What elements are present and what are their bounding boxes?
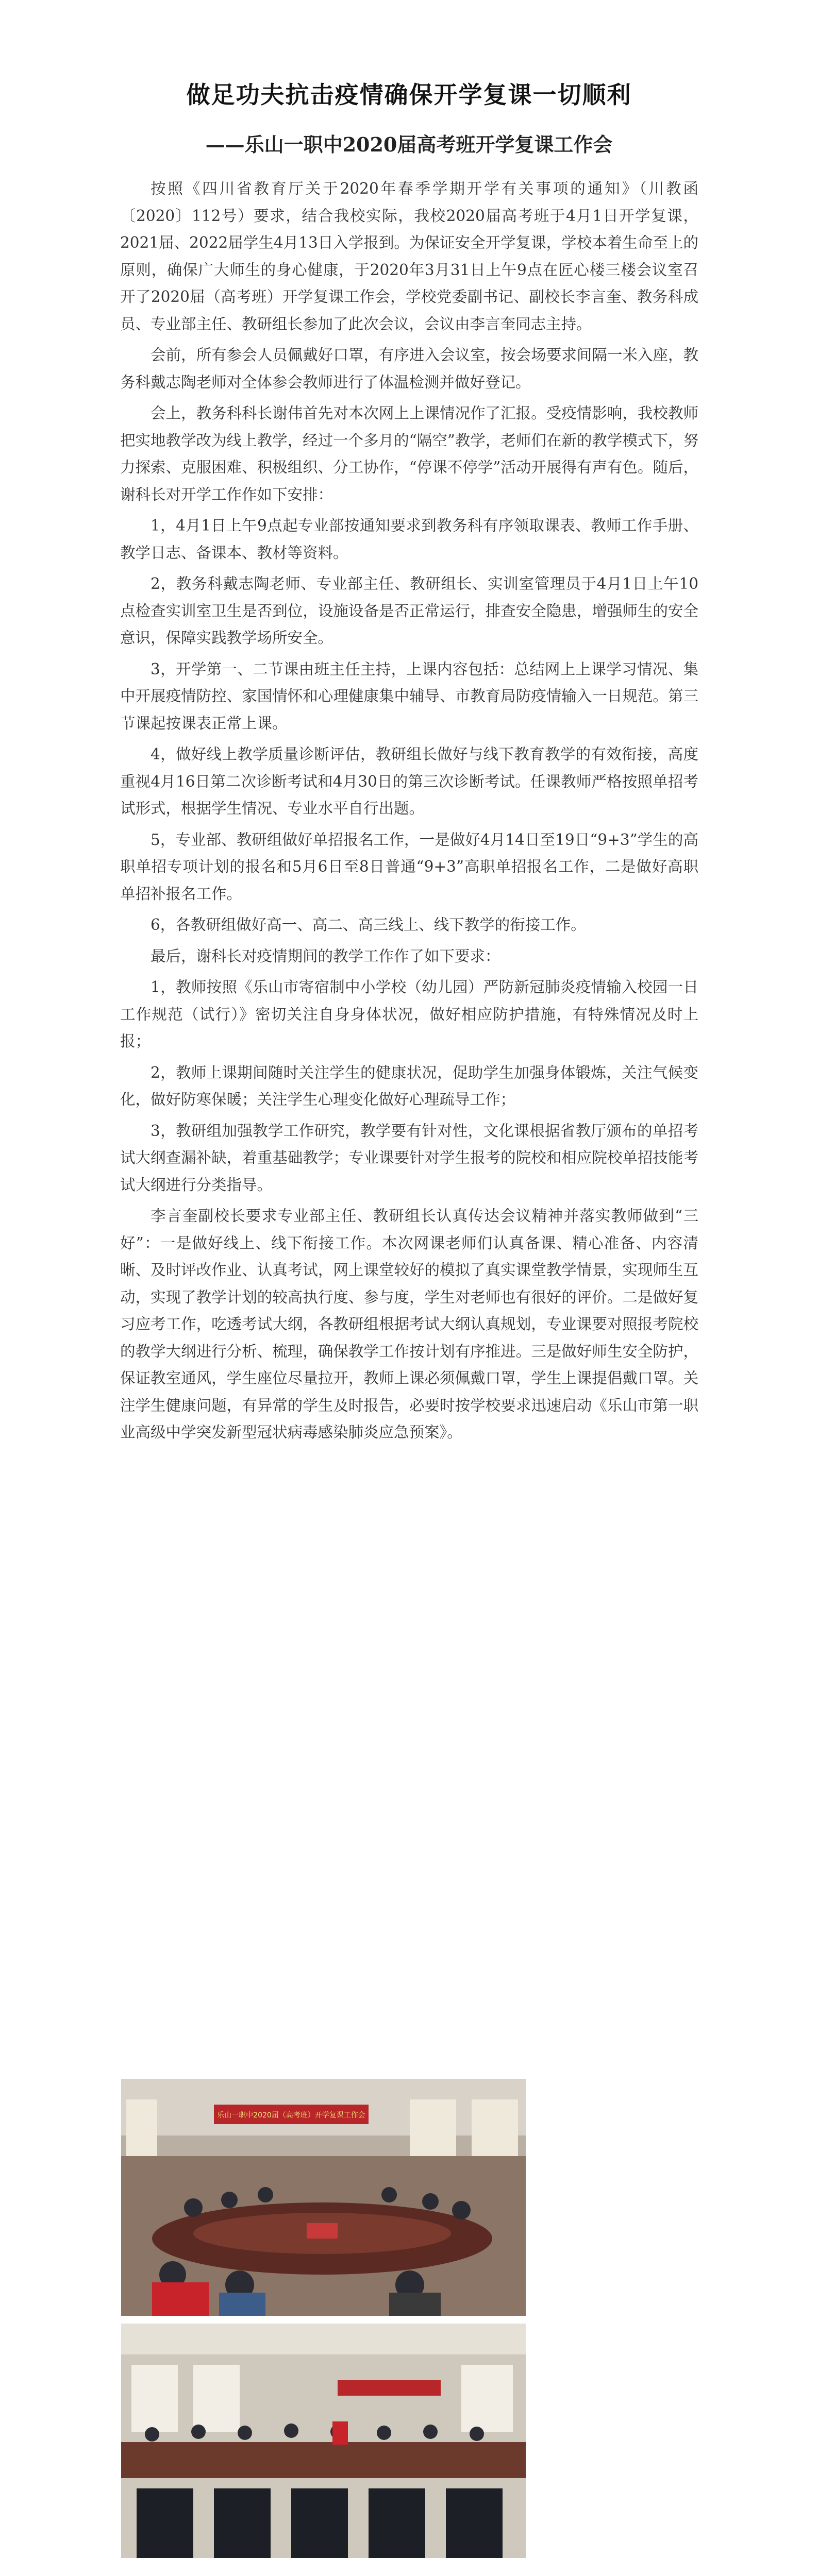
paragraph: 5，专业部、教研组做好单招报名工作，一是做好4月14日至19日“9+3”学生的高职单招专项计划的报名和5月6日至8日普通“9+3”高职单招报名工作，二是做好高职单招补报名工作。 <box>120 831 698 903</box>
paragraph: 最后，谢科长对疫情期间的教学工作作了如下要求： <box>151 947 500 965</box>
paragraph: 会上，教务科科长谢伟首先对本次网上上课情况作了汇报。受疫情影响，我校教师把实地教学改为线上教学，经过一个多月的“隔空”教学，老师们在新的教学模式下，努力探索、克服困难、积极组织、分工协作，“停课不停学”活动开展得有声有色。随后，谢科长对开学工作作如下安排： <box>120 404 698 503</box>
paragraph: 3，开学第一、二节课由班主任主持，上课内容包括：总结网上上课学习情况、集中开展疫情防控、家国情怀和心理健康集中辅导、市教育局防疫情输入一日规范。第三节课起按课表正常上课。 <box>120 660 698 732</box>
meeting-photo-2 <box>121 2324 526 2558</box>
paragraph: 1，教师按照《乐山市寄宿制中小学校（幼儿园）严防新冠肺炎疫情输入校园一日工作规范（试行）》密切关注自身身体状况，做好相应防护措施，有特殊情况及时上报； <box>120 978 698 1050</box>
paragraph: 3，教研组加强教学工作研究，教学要有针对性，文化课根据省教厅颁布的单招考试大纲查漏补缺，着重基础教学；专业课要针对学生报考的院校和相应院校单招技能考试大纲进行分类指导。 <box>120 1122 698 1194</box>
article-body <box>120 175 698 1450</box>
paragraph: 按照《四川省教育厅关于2020年春季学期开学有关事项的通知》（川教函〔2020〕112号）要求，结合我校实际，我校2020届高考班于4月1日开学复课，2021届、2022届学生4月13日入学报到。为保证安全开学复课，学校本着生命至上的原则，确保广大师生的身心健康，于2020年3月31日上午9点在匠心楼三楼会议室召开了2020届（高考班）开学复课工作会，学校党委副书记、副校长李言奎、教务科成员、专业部主任、教研组长参加了此次会议，会议由李言奎同志主持。 <box>120 180 698 333</box>
article-title: 做足功夫抗击疫情确保开学复课一切顺利 <box>186 81 632 109</box>
article-subtitle: ——乐山一职中2020届高考班开学复课工作会 <box>205 133 613 156</box>
paragraph: 6，各教研组做好高一、高二、高三线上、线下教学的衔接工作。 <box>151 916 586 934</box>
paragraph: 李言奎副校长要求专业部主任、教研组长认真传达会议精神并落实教师做到“三好”：一是做好线上、线下衔接工作。本次网课老师们认真备课、精心准备、内容清晰、及时评改作业、认真考试，网上课堂较好的模拟了真实课堂教学情景，实现师生互动，实现了教学计划的较高执行度、参与度，学生对老师也有很好的评价。二是做好复习应考工作，吃透考试大纲，各教研组根据考试大纲认真规划，专业课要对照报考院校的教学大纲进行分析、梳理，确保教学工作按计划有序推进。三是做好师生安全防护，保证教室通风，学生座位尽量拉开，教师上课必须佩戴口罩，学生上课提倡戴口罩。关注学生健康问题，有异常的学生及时报告，必要时按学校要求迅速启动《乐山市第一职业高级中学突发新型冠状病毒感染肺炎应急预案》。 <box>120 1207 698 1441</box>
photo-banner-text: 乐山一职中2020届（高考班）开学复课工作会 <box>217 2111 365 2120</box>
paragraph: 2，教师上课期间随时关注学生的健康状况，促助学生加强身体锻炼，关注气候变化，做好防寒保暖；关注学生心理变化做好心理疏导工作； <box>120 1063 698 1108</box>
paragraph: 会前，所有参会人员佩戴好口罩，有序进入会议室，按会场要求间隔一米入座，教务科戴志陶老师对全体参会教师进行了体温检测并做好登记。 <box>120 346 698 391</box>
meeting-photo-1 <box>121 2079 526 2316</box>
paragraph: 1，4月1日上午9点起专业部按通知要求到教务科有序领取课表、教师工作手册、教学日志、备课本、教材等资料。 <box>120 517 698 562</box>
paragraph: 4，做好线上教学质量诊断评估，教研组长做好与线下教育教学的有效衔接，高度重视4月16日第二次诊断考试和4月30日的第三次诊断考试。任课教师严格按照单招考试形式，根据学生情况、专业水平自行出题。 <box>120 745 698 817</box>
paragraph: 2，教务科戴志陶老师、专业部主任、教研组长、实训室管理员于4月1日上午10点检查实训室卫生是否到位，设施设备是否正常运行，排查安全隐患，增强师生的安全意识，保障实践教学场所安全。 <box>120 575 698 647</box>
